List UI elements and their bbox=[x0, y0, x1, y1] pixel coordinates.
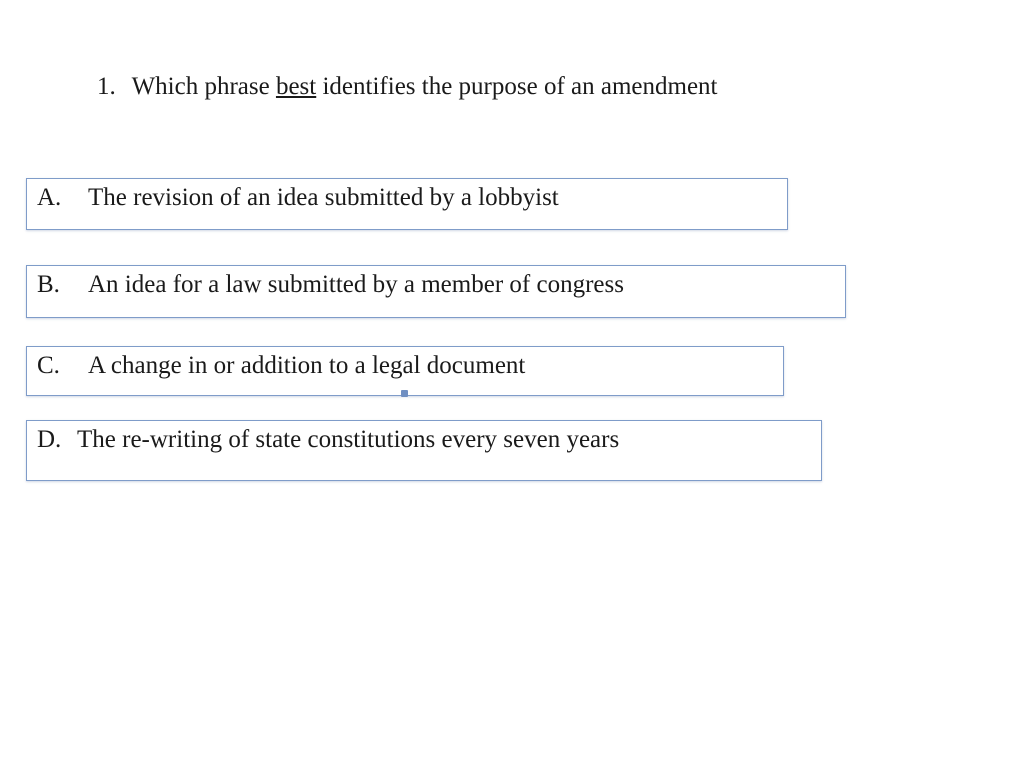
answer-option-a[interactable] bbox=[26, 178, 788, 230]
answer-option-d[interactable] bbox=[26, 420, 822, 481]
option-letter: A. bbox=[37, 184, 62, 211]
option-letter: D. bbox=[37, 426, 62, 453]
question-number: 1. bbox=[97, 73, 116, 100]
question-prefix: Which phrase bbox=[131, 73, 270, 100]
answer-option-b[interactable] bbox=[26, 265, 846, 318]
option-text: An idea for a law submitted by a member of congress bbox=[88, 271, 624, 298]
option-text: The revision of an idea submitted by a lobbyist bbox=[88, 184, 559, 211]
resize-handle[interactable] bbox=[401, 390, 408, 397]
question-prompt bbox=[97, 72, 718, 102]
question-emphasis: best bbox=[275, 73, 317, 100]
option-letter: C. bbox=[37, 352, 60, 379]
option-text: A change in or addition to a legal document bbox=[88, 352, 526, 379]
answer-option-c[interactable] bbox=[26, 346, 784, 396]
question-suffix: identifies the purpose of an amendment bbox=[322, 73, 718, 100]
option-letter: B. bbox=[37, 271, 60, 298]
option-text: The re-writing of state constitutions every seven years bbox=[77, 426, 620, 453]
